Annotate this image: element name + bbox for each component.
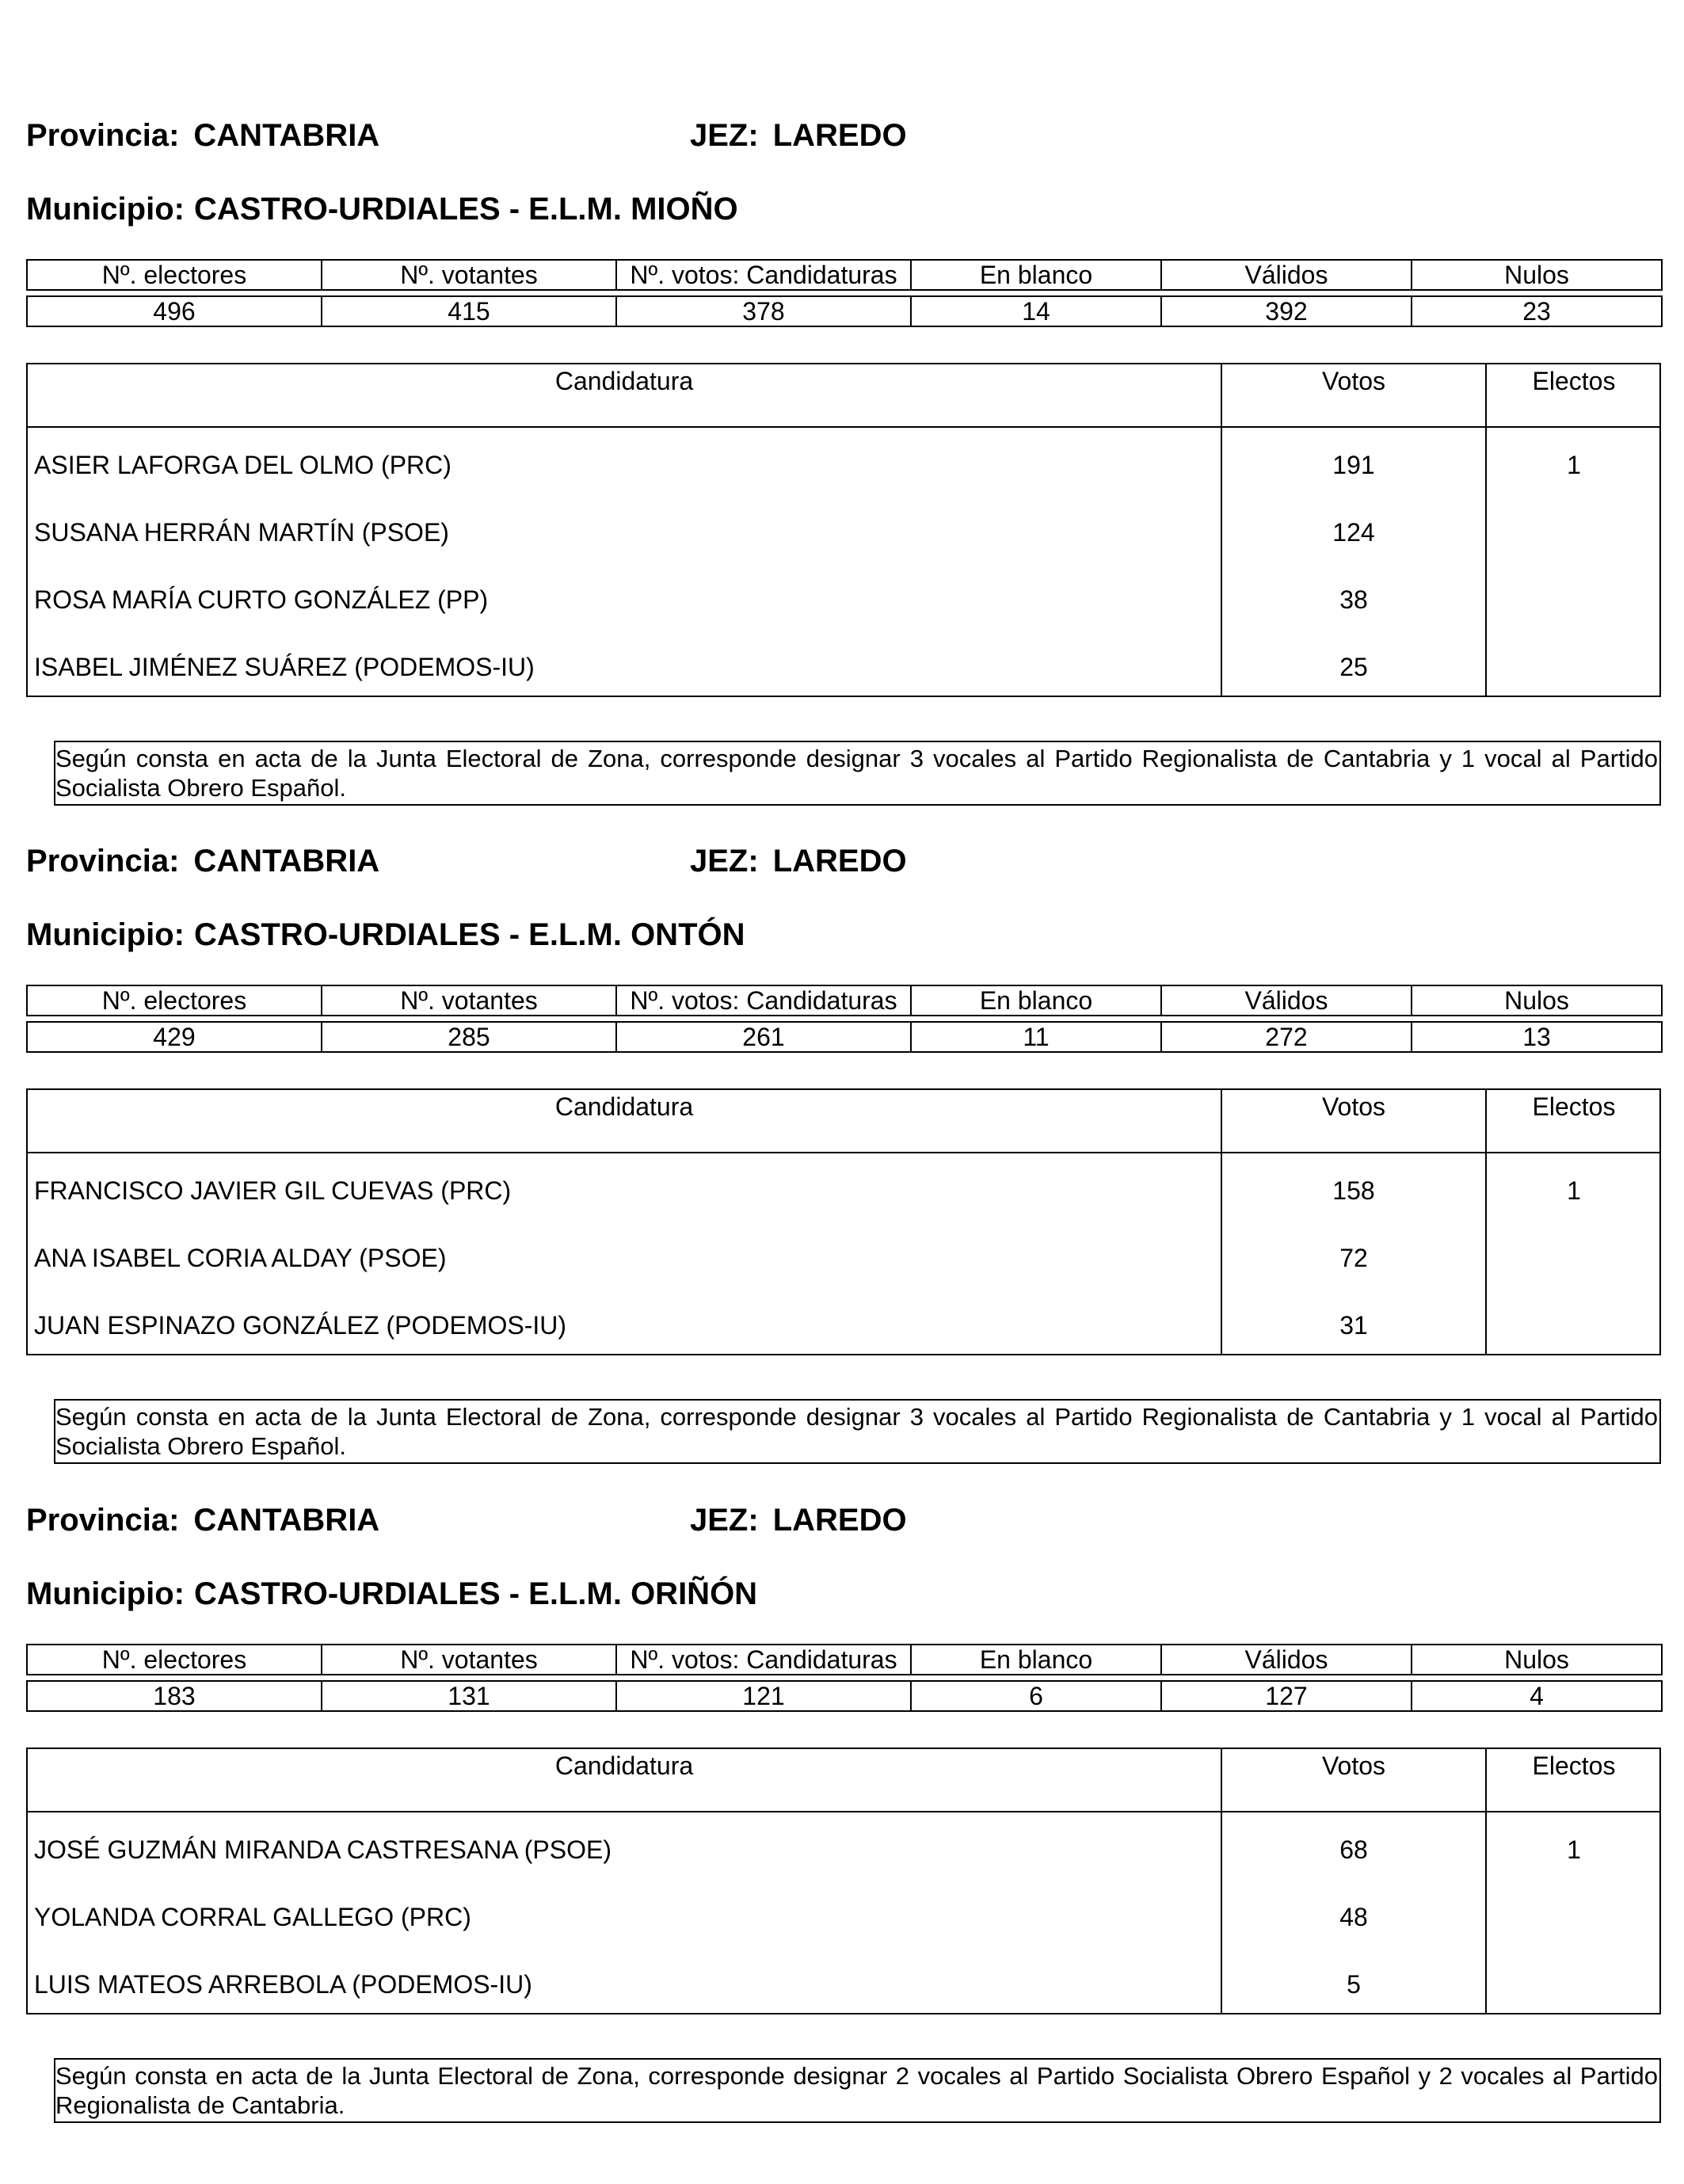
candidate-row: [28, 1157, 1659, 1225]
provincia-label: Provincia:: [26, 118, 180, 153]
candidate-electos: 1: [1567, 451, 1581, 479]
stats-value-cell: 13: [1412, 1022, 1662, 1052]
header-candidatura: Candidatura: [554, 1092, 694, 1121]
provincia-value: CANTABRIA: [193, 844, 380, 879]
candidates-table: [26, 1088, 1661, 1355]
stats-value-cell: 127: [1161, 1681, 1412, 1711]
provincia-value: CANTABRIA: [193, 1503, 380, 1538]
candidate-row: [28, 499, 1659, 566]
stats-header-cell: Nº. votantes: [322, 985, 616, 1016]
jez-note: Según consta en acta de la Junta Electoral de Zona, corresponde designar 2 vocales al Partido Socialista Obrero Español y 2 vocales al Partido Regionalista de Cantabria.: [54, 2058, 1661, 2123]
header-electos: Electos: [1532, 1751, 1616, 1780]
header-electos: Electos: [1532, 367, 1616, 395]
jez-value: LAREDO: [772, 1503, 907, 1538]
candidate-name: ISABEL JIMÉNEZ SUÁREZ (PODEMOS-IU): [34, 653, 535, 681]
candidate-name: ASIER LAFORGA DEL OLMO (PRC): [34, 451, 451, 479]
candidate-name: YOLANDA CORRAL GALLEGO (PRC): [34, 1903, 471, 1931]
stats-value-cell: 496: [27, 296, 322, 326]
jez-value: LAREDO: [772, 844, 907, 879]
candidate-electos: 1: [1567, 1176, 1581, 1205]
candidate-votes: 124: [1332, 518, 1375, 547]
candidates-table: [26, 1748, 1661, 2014]
candidate-votes: 68: [1339, 1835, 1368, 1864]
stats-table: [26, 985, 1663, 1053]
jez-label: JEZ:: [690, 118, 759, 153]
jez-value: LAREDO: [772, 118, 907, 153]
stats-value-cell: 261: [616, 1022, 911, 1052]
header-candidatura: Candidatura: [554, 367, 694, 395]
stats-value-cell: 272: [1161, 1022, 1412, 1052]
stats-header-cell: Válidos: [1161, 1645, 1412, 1675]
municipio-value: CASTRO-URDIALES - E.L.M. MIOÑO: [193, 192, 738, 227]
stats-value-cell: 285: [322, 1022, 616, 1052]
candidate-electos: 1: [1567, 1835, 1581, 1864]
municipio-heading: [26, 1575, 757, 1613]
stats-header-cell: En blanco: [911, 260, 1161, 290]
candidate-votes: 25: [1339, 653, 1368, 681]
stats-header-cell: Nº. electores: [27, 1645, 322, 1675]
candidate-name: JOSÉ GUZMÁN MIRANDA CASTRESANA (PSOE): [34, 1835, 611, 1864]
stats-value-cell: 378: [616, 296, 911, 326]
municipio-heading: [26, 190, 738, 228]
municipio-label: Municipio:: [26, 917, 185, 952]
stats-header-cell: En blanco: [911, 1645, 1161, 1675]
provincia-label: Provincia:: [26, 844, 180, 879]
jez-heading: [690, 1501, 907, 1539]
provincia-heading: [26, 1501, 379, 1539]
header-votos: Votos: [1321, 1751, 1386, 1780]
stats-header-cell: Nulos: [1412, 260, 1662, 290]
municipio-heading: [26, 916, 745, 954]
stats-header-cell: Nº. votos: Candidaturas: [616, 260, 911, 290]
stats-value-cell: 6: [911, 1681, 1161, 1711]
candidate-row: [28, 634, 1659, 701]
stats-header-cell: Nº. votantes: [322, 260, 616, 290]
candidate-name: ANA ISABEL CORIA ALDAY (PSOE): [34, 1244, 447, 1272]
stats-header-cell: Nº. votantes: [322, 1645, 616, 1675]
candidate-name: JUAN ESPINAZO GONZÁLEZ (PODEMOS-IU): [34, 1311, 567, 1340]
candidate-name: LUIS MATEOS ARREBOLA (PODEMOS-IU): [34, 1970, 532, 1999]
stats-header-row: [27, 985, 1662, 1016]
candidate-name: FRANCISCO JAVIER GIL CUEVAS (PRC): [34, 1176, 512, 1205]
municipio-label: Municipio:: [26, 1576, 185, 1611]
jez-heading: [690, 842, 907, 880]
provincia-value: CANTABRIA: [193, 118, 380, 153]
candidate-votes: 158: [1332, 1176, 1375, 1205]
municipio-label: Municipio:: [26, 192, 185, 227]
stats-table: [26, 259, 1663, 327]
jez-note: Según consta en acta de la Junta Electoral de Zona, corresponde designar 3 vocales al Partido Regionalista de Cantabria y 1 vocal al Partido Socialista Obrero Español.: [54, 1399, 1661, 1464]
stats-header-cell: Nulos: [1412, 985, 1662, 1016]
candidate-votes: 31: [1339, 1311, 1368, 1340]
stats-value-cell: 14: [911, 296, 1161, 326]
stats-header-cell: En blanco: [911, 985, 1161, 1016]
provincia-heading: [26, 842, 379, 880]
stats-value-cell: 429: [27, 1022, 322, 1052]
candidate-row: [28, 1292, 1659, 1359]
stats-value-cell: 11: [911, 1022, 1161, 1052]
municipio-value: CASTRO-URDIALES - E.L.M. ORIÑÓN: [193, 1576, 758, 1611]
jez-note: Según consta en acta de la Junta Electoral de Zona, corresponde designar 3 vocales al Partido Regionalista de Cantabria y 1 vocal al Partido Socialista Obrero Español.: [54, 741, 1661, 806]
candidate-votes: 5: [1347, 1970, 1361, 1999]
stats-header-cell: Válidos: [1161, 985, 1412, 1016]
stats-value-row: [27, 1681, 1662, 1711]
header-votos: Votos: [1321, 367, 1386, 395]
stats-value-cell: 392: [1161, 296, 1412, 326]
stats-value-cell: 121: [616, 1681, 911, 1711]
stats-header-cell: Nº. electores: [27, 260, 322, 290]
stats-value-cell: 23: [1412, 296, 1662, 326]
candidate-votes: 72: [1339, 1244, 1368, 1272]
jez-label: JEZ:: [690, 1503, 759, 1538]
header-electos: Electos: [1532, 1092, 1616, 1121]
candidate-row: [28, 1816, 1659, 1884]
candidate-row: [28, 566, 1659, 634]
municipio-value: CASTRO-URDIALES - E.L.M. ONTÓN: [193, 917, 745, 952]
candidate-votes: 48: [1339, 1903, 1368, 1931]
candidate-votes: 191: [1332, 451, 1375, 479]
jez-heading: [690, 116, 907, 154]
candidate-row: [28, 432, 1659, 499]
stats-table: [26, 1644, 1663, 1712]
stats-header-row: [27, 1645, 1662, 1675]
candidate-name: ROSA MARÍA CURTO GONZÁLEZ (PP): [34, 585, 489, 614]
stats-header-cell: Nº. votos: Candidaturas: [616, 1645, 911, 1675]
provincia-heading: [26, 116, 379, 154]
stats-value-row: [27, 296, 1662, 326]
stats-value-cell: 415: [322, 296, 616, 326]
stats-value-cell: 183: [27, 1681, 322, 1711]
candidate-row: [28, 1884, 1659, 1951]
provincia-label: Provincia:: [26, 1503, 180, 1538]
stats-header-row: [27, 260, 1662, 290]
stats-header-cell: Nulos: [1412, 1645, 1662, 1675]
candidates-table: [26, 363, 1661, 697]
candidate-name: SUSANA HERRÁN MARTÍN (PSOE): [34, 518, 449, 547]
stats-value-cell: 4: [1412, 1681, 1662, 1711]
candidate-row: [28, 1951, 1659, 2018]
stats-header-cell: Nº. votos: Candidaturas: [616, 985, 911, 1016]
header-votos: Votos: [1321, 1092, 1386, 1121]
stats-value-row: [27, 1022, 1662, 1052]
stats-header-cell: Nº. electores: [27, 985, 322, 1016]
stats-value-cell: 131: [322, 1681, 616, 1711]
candidate-row: [28, 1225, 1659, 1292]
candidate-votes: 38: [1339, 585, 1368, 614]
header-candidatura: Candidatura: [554, 1751, 694, 1780]
stats-header-cell: Válidos: [1161, 260, 1412, 290]
jez-label: JEZ:: [690, 844, 759, 879]
